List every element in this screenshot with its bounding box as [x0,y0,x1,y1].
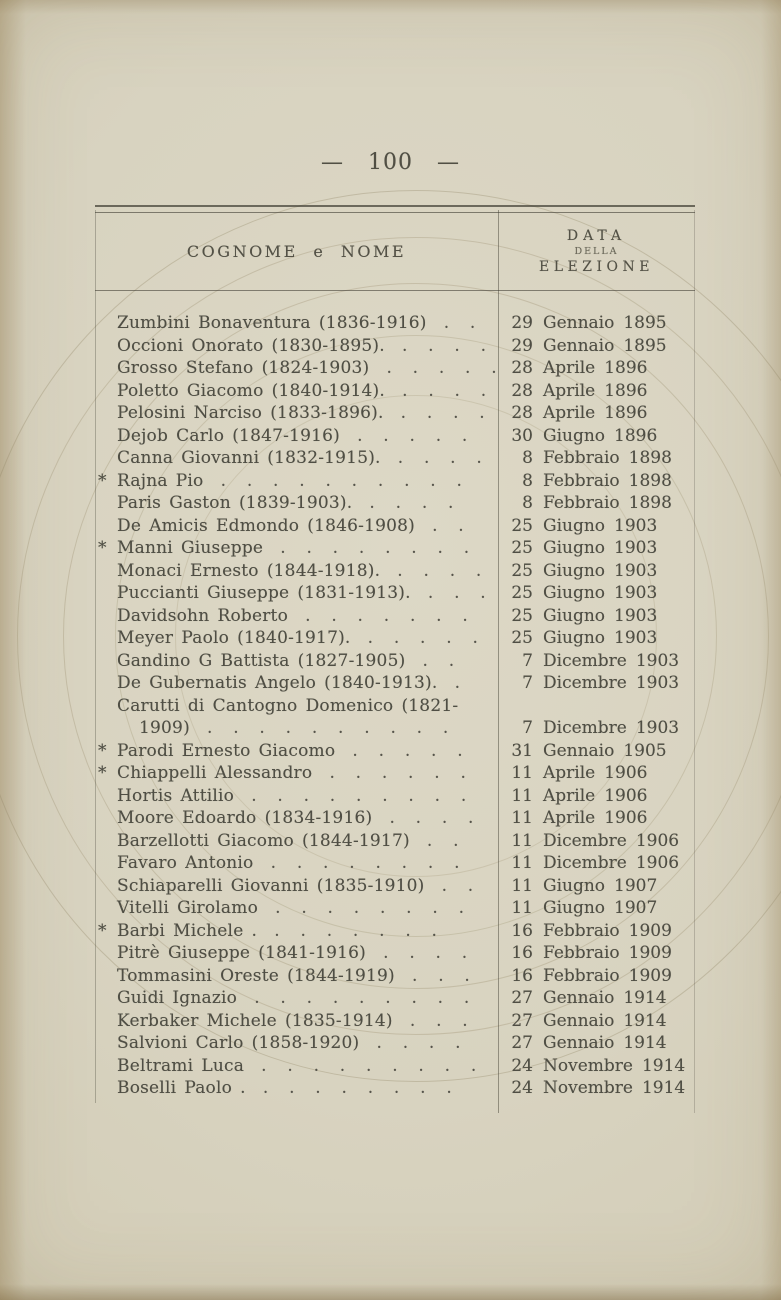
election-date-cell [498,987,695,1010]
table-row [95,785,695,808]
election-date-cell [498,1055,695,1078]
election-date-cell [498,650,695,673]
election-year: 1909 [628,920,672,941]
election-date-cell [498,1077,695,1100]
election-date-cell [498,335,695,358]
person-name: Gandino G Battista (1827-1905) [117,650,406,671]
election-date-cell [498,717,695,740]
person-name: Tommasini Oreste (1844-1919) [117,965,395,986]
election-day: 27 [511,1010,533,1031]
person-name: Grosso Stefano (1824-1903) [117,358,370,378]
election-month: Dicembre [543,830,627,851]
election-day: 11 [511,853,533,873]
table-row [95,402,695,425]
election-day: 7 [522,650,533,671]
election-month: Febbraio [543,470,620,491]
table-row [95,605,695,628]
dot-leader: . . . . . [357,425,468,446]
asterisk-marker: * [98,763,107,783]
election-month: Febbraio [543,920,620,941]
table-row [95,942,695,965]
name-cell [95,762,498,785]
name-cell [95,560,498,583]
name-cell [95,515,498,538]
name-cell [95,672,498,695]
asterisk-marker: * [98,470,107,491]
election-day: 7 [522,673,533,693]
election-day: 11 [511,830,533,851]
election-year: 1896 [604,358,648,378]
election-day: 11 [511,785,533,806]
election-month: Aprile [543,403,596,423]
table-row [95,1077,695,1100]
person-name: Poletto Giacomo (1840-1914). [117,380,385,401]
name-cell [95,717,498,740]
table-row [95,560,695,583]
election-year: 1895 [623,313,667,333]
election-date-cell [498,447,695,470]
table-right-rule [694,210,695,1113]
person-name: Favaro Antonio [117,853,254,873]
dot-leader: . . . . [402,380,487,401]
dot-leader: . . . . . . [329,763,467,783]
election-year: 1906 [604,763,648,783]
table-row [95,515,695,538]
person-name: Zumbini Bonaventura (1836-1916) [117,313,427,333]
table-row [95,987,695,1010]
dot-leader: . . . . . . . . [275,898,465,918]
header-data-line: DATA [566,227,627,244]
election-day: 29 [511,313,533,333]
asterisk-marker: * [98,740,107,761]
person-name: Boselli Paolo . [117,1078,246,1098]
dot-leader: . . . . [397,448,482,468]
election-month: Giugno [543,898,606,918]
name-cell [95,582,498,605]
election-date-cell [498,807,695,830]
election-day: 7 [522,718,533,738]
election-date-cell [498,312,695,335]
election-year: 1909 [628,965,672,986]
election-month: Gennaio [543,740,615,761]
election-month: Febbraio [543,943,620,963]
name-cell [95,987,498,1010]
election-year: 1906 [604,808,648,828]
election-month: Aprile [543,785,596,806]
header-della-line: DELLA [574,245,619,257]
dot-leader: . . . . [397,560,482,581]
election-month: Giugno [543,605,606,626]
table-row [95,762,695,785]
election-date-cell [498,582,695,605]
election-date-cell [498,605,695,628]
name-cell [95,470,498,493]
table-row [95,1032,695,1055]
dot-leader: . . . . . . . . . [251,785,467,806]
election-date-cell [498,402,695,425]
dot-leader: . . [422,650,455,671]
dot-leader: . . . . . . . . [270,853,460,873]
election-month: Dicembre [543,718,627,738]
election-day: 8 [522,448,533,468]
person-name: De Amicis Edmondo (1846-1908) [117,515,415,536]
name-cell [95,1077,498,1100]
election-month: Febbraio [543,448,620,468]
election-year: 1903 [635,650,680,671]
election-day: 31 [511,740,533,761]
election-date-cell [498,1032,695,1055]
person-name: Paris Gaston (1839-1903). [117,493,353,513]
election-day: 30 [511,425,533,446]
dot-leader: . . . . [389,808,474,828]
person-name: Schiaparelli Giovanni (1835-1910) [117,875,425,896]
person-name: Kerbaker Michele (1835-1914) [117,1010,393,1031]
table-row [95,672,695,695]
name-cell [95,1010,498,1033]
election-table [95,205,695,1100]
election-year: 1903 [614,605,658,626]
election-date-cell [498,875,695,898]
column-divider-rule [498,210,499,1113]
name-cell [95,650,498,673]
election-year: 1896 [604,380,648,401]
name-cell [95,875,498,898]
election-day: 25 [511,538,533,558]
election-month: Giugno [543,425,606,446]
dot-leader: . . [426,830,459,851]
election-date-cell [498,425,695,448]
election-year: 1906 [635,830,680,851]
election-year: 1914 [623,1033,667,1053]
election-year: 1896 [614,425,658,446]
election-day: 27 [511,988,533,1008]
election-day: 8 [522,470,533,491]
election-month: Gennaio [543,988,615,1008]
name-cell [95,425,498,448]
dot-leader: . . . . [383,943,468,963]
dot-leader: . . . . . . . [274,920,438,941]
election-month: Febbraio [543,965,620,986]
election-year: 1903 [635,718,680,738]
election-date-cell [498,560,695,583]
person-name: Vitelli Girolamo [117,898,259,918]
election-year: 1903 [614,628,658,648]
election-day: 11 [511,875,533,896]
header-elezione-line: ELEZIONE [539,258,654,275]
election-day: 24 [511,1055,533,1076]
table-header [95,213,695,290]
dot-leader: . . . . . [352,740,463,761]
table-body [95,291,695,1100]
dot-leader: . . [443,313,476,333]
name-cell [95,785,498,808]
table-row [95,1010,695,1033]
election-day: 29 [511,335,533,356]
person-name: Pitrè Giuseppe (1841-1916) [117,943,367,963]
person-name: Pelosini Narciso (1833-1896). [117,403,384,423]
person-name: Rajna Pio [117,470,204,491]
election-day: 27 [511,1033,533,1053]
person-name: Dejob Carlo (1847-1916) [117,425,340,446]
election-year: 1903 [614,583,658,603]
election-year: 1907 [614,898,658,918]
table-row [95,717,695,740]
election-month: Giugno [543,515,606,536]
table-row [95,582,695,605]
election-date-cell [498,920,695,943]
table-row [95,875,695,898]
dot-leader: . . [432,515,464,536]
election-day: 11 [511,808,533,828]
election-day: 11 [511,763,533,783]
election-year: 1898 [628,493,672,513]
election-year: 1896 [604,403,648,423]
election-date-cell [498,785,695,808]
dot-leader: . . . . [369,493,454,513]
person-name: Chiappelli Alessandro [117,763,313,783]
table-row [95,650,695,673]
table-row [95,470,695,493]
election-date-cell [498,470,695,493]
election-month: Giugno [543,560,606,581]
person-name: De Gubernatis Angelo (1840-1913). [117,673,438,693]
dot-leader: . . . . [376,1033,461,1053]
election-year: 1903 [614,560,658,581]
table-row [95,312,695,335]
table-left-rule [95,210,96,1103]
election-date-cell [498,537,695,560]
person-name: Davidsohn Roberto [117,605,289,626]
column-header-date [498,213,695,290]
table-row [95,920,695,943]
election-year: 1906 [635,853,680,873]
election-year: 1903 [614,515,658,536]
election-day: 16 [511,943,533,963]
person-name: 1909) [139,718,190,738]
election-date-cell [498,380,695,403]
election-year: 1903 [614,538,658,558]
person-name: Puccianti Giuseppe (1831-1913). [117,583,411,603]
name-cell [95,447,498,470]
election-date-cell [498,357,695,380]
election-date-cell [498,897,695,920]
election-month: Gennaio [543,1010,615,1031]
election-day [503,695,533,718]
dot-leader: . . . . . . . . [280,538,470,558]
table-row [95,447,695,470]
person-name: Hortis Attilio [117,785,235,806]
dot-leader: . . . . . . . . . . [207,718,449,738]
name-cell [95,807,498,830]
dot-leader: . [454,673,461,693]
election-month: Giugno [543,583,606,603]
name-cell [95,740,498,763]
dot-leader: . . [441,875,474,896]
dot-leader: . . . . . [386,358,497,378]
person-name: Monaci Ernesto (1844-1918). [117,560,381,581]
name-cell [95,402,498,425]
person-name: Guidi Ignazio [117,988,238,1008]
person-name: Manni Giuseppe [117,538,264,558]
name-cell [95,942,498,965]
election-year: 1895 [623,335,667,356]
election-year: 1914 [641,1078,686,1098]
election-day: 28 [511,403,533,423]
election-date-cell [498,695,695,718]
election-date-cell [498,942,695,965]
election-year: 1898 [628,470,672,491]
election-day: 28 [511,380,533,401]
election-month: Dicembre [543,853,627,873]
election-day: 25 [511,583,533,603]
table-row [95,965,695,988]
table-row [95,537,695,560]
person-name: Meyer Paolo (1840-1917). [117,628,351,648]
name-cell [95,897,498,920]
dot-leader: . . . . [401,335,487,356]
person-name: Salvioni Carlo (1858-1920) [117,1033,360,1053]
election-day: 16 [511,920,533,941]
table-row [95,492,695,515]
name-cell [95,537,498,560]
election-day: 28 [511,358,533,378]
dot-leader: . . . . . . . [305,605,468,626]
election-day: 24 [511,1078,533,1098]
dot-leader: . . . [409,1010,468,1031]
person-name: Barzellotti Giacomo (1844-1917) [117,830,410,851]
election-month: Aprile [543,763,596,783]
election-month: Aprile [543,808,596,828]
table-row [95,380,695,403]
name-cell [95,1032,498,1055]
table-row [95,425,695,448]
name-cell [95,312,498,335]
person-name: Occioni Onorato (1830-1895). [117,335,385,356]
election-day: 16 [511,965,533,986]
dot-leader: . . . . . . . . [262,1078,452,1098]
dot-leader: . . . . . [367,628,479,648]
election-date-cell [498,762,695,785]
table-row [95,740,695,763]
asterisk-marker: * [98,538,107,558]
name-cell [95,627,498,650]
election-date-cell [498,1010,695,1033]
election-date-cell [498,627,695,650]
election-month: Giugno [543,628,606,648]
election-year: 1909 [628,943,672,963]
table-row [95,335,695,358]
dot-leader: . . . . [400,403,485,423]
election-date-cell [498,830,695,853]
name-cell [95,1055,498,1078]
election-day: 25 [511,605,533,626]
election-month: Gennaio [543,313,615,333]
election-year: 1906 [604,785,648,806]
election-year: 1907 [614,875,658,896]
column-header-name: COGNOME e NOME [186,242,407,261]
table-row [95,897,695,920]
election-month: Aprile [543,358,596,378]
name-cell [95,695,498,718]
election-date-cell [498,492,695,515]
election-month: Aprile [543,380,596,401]
table-row [95,627,695,650]
name-cell [95,965,498,988]
election-year: 1914 [623,1010,667,1031]
election-month: Novembre [543,1055,633,1076]
election-day: 11 [511,898,533,918]
asterisk-marker: * [98,920,107,941]
election-month: Giugno [543,875,606,896]
election-month: Gennaio [543,335,615,356]
election-month: Novembre [543,1078,633,1098]
person-name: Barbi Michele . [117,920,258,941]
dot-leader: . . . [411,965,471,986]
election-day: 8 [522,493,533,513]
election-month: Dicembre [543,673,627,693]
election-month: Gennaio [543,1033,615,1053]
table-row [95,852,695,875]
table-row [95,807,695,830]
table-row [95,830,695,853]
election-date-cell [498,515,695,538]
name-cell [95,357,498,380]
page-number: — 100 — [321,150,460,175]
name-cell [95,335,498,358]
election-date-cell [498,672,695,695]
election-year: 1914 [641,1055,686,1076]
name-cell [95,920,498,943]
election-year: 1903 [635,673,680,693]
dot-leader: . . . . . . . . . [261,1055,477,1076]
election-month: Febbraio [543,493,620,513]
name-cell [95,605,498,628]
dot-leader: . . . . . . . . . [254,988,470,1008]
person-name: Moore Edoardo (1834-1916) [117,808,373,828]
person-name: Beltrami Luca [117,1055,245,1076]
person-name: Parodi Ernesto Giacomo [117,740,336,761]
person-name: Canna Giovanni (1832-1915). [117,448,381,468]
table-top-double-rule [95,205,695,213]
name-cell [95,852,498,875]
election-year: 1914 [623,988,667,1008]
name-cell [95,830,498,853]
election-year: 1898 [628,448,672,468]
table-row [95,1055,695,1078]
election-year: 1905 [623,740,667,761]
election-month: Dicembre [543,650,627,671]
election-day: 25 [511,560,533,581]
election-month: Giugno [543,538,606,558]
election-date-cell [498,965,695,988]
election-day: 25 [511,515,533,536]
election-day: 25 [511,628,533,648]
table-row [95,357,695,380]
dot-leader: . . . . . . . . . . [220,470,463,491]
dot-leader: . . . [427,583,486,603]
name-cell [95,380,498,403]
name-cell [95,492,498,515]
election-date-cell [498,740,695,763]
election-date-cell [498,852,695,875]
table-row [95,695,695,718]
person-name: Carutti di Cantogno Domenico (1821- [117,695,459,716]
